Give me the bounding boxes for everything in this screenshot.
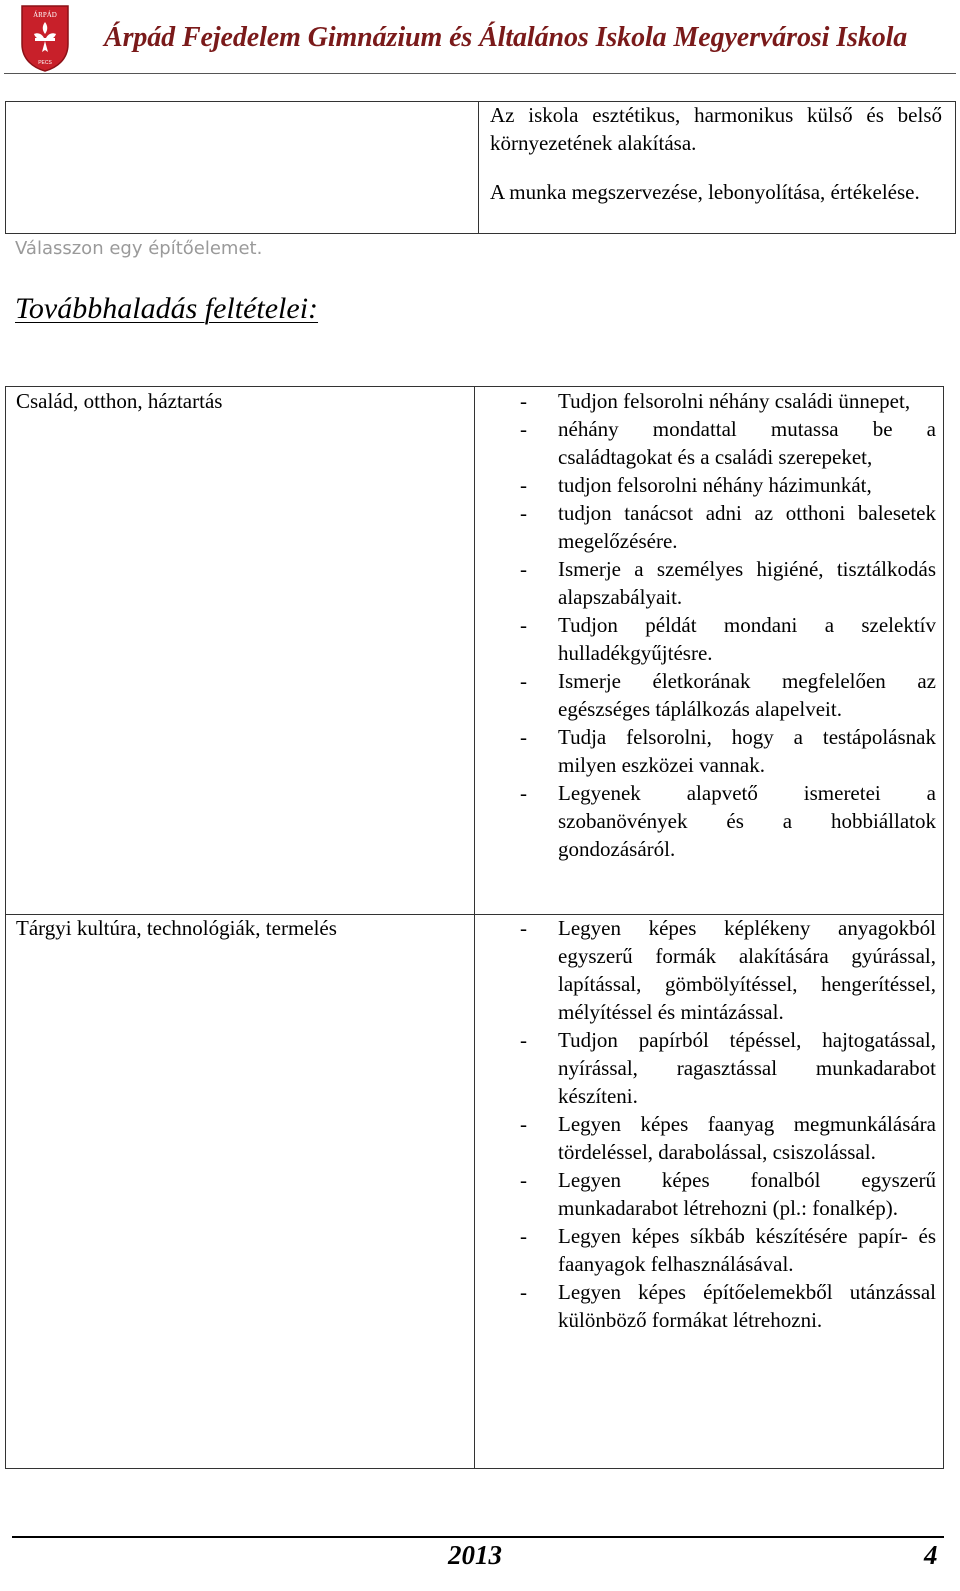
building-block-placeholder[interactable]: Válasszon egy építőelemet.	[15, 238, 263, 259]
list-item: - Legyen képes faanyag megmunkálására tördeléssel, darabolással, csiszolással.	[520, 1112, 936, 1164]
section-heading: Továbbhaladás feltételei:	[15, 292, 319, 325]
svg-text:PECS: PECS	[38, 60, 52, 66]
table-column-divider	[478, 102, 479, 233]
footer-year: 2013	[448, 1540, 502, 1570]
list-item: - Ismerje a személyes higiéné, tisztálkodás alapszabályait.	[520, 557, 936, 609]
list-item: - Legyen képes képlékeny anyagokból egyszerű formák alakítására gyúrással, lapítással, gömbölyítéssel, hengerítéssel, mélyítéssel és mintázással.	[520, 916, 936, 1024]
list-item: - Tudjon példát mondani a szelektív hulladékgyűjtésre.	[520, 613, 936, 665]
list-item: - Tudjon papírból tépéssel, hajtogatással, nyírással, ragasztással munkadarabot készíteni.	[520, 1028, 936, 1108]
list-item: - Tudjon felsorolni néhány családi ünnepet,	[520, 389, 911, 413]
requirements-table	[5, 386, 944, 1469]
table-column-divider	[474, 387, 475, 1468]
list-item: - tudjon felsorolni néhány házimunkát,	[520, 473, 872, 497]
footer-divider	[12, 1536, 944, 1538]
school-name-title: Árpád Fejedelem Gimnázium és Általános Iskola Megyervárosi Iskola	[104, 22, 908, 53]
header-divider	[4, 73, 956, 74]
list-item: - Tudja felsorolni, hogy a testápolásnak milyen eszközei vannak.	[520, 725, 936, 777]
goal-paragraph: Az iskola esztétikus, harmonikus külső és belső környezetének alakítása.	[490, 103, 942, 155]
list-item: - tudjon tanácsot adni az otthoni balesetek megelőzésére.	[520, 501, 936, 553]
list-item: - Legyen képes síkbáb készítésére papír- és faanyagok felhasználásával.	[520, 1224, 936, 1276]
list-item: - néhány mondattal mutassa be a családtagokat és a családi szerepeket,	[520, 417, 936, 469]
topic-label-family: Család, otthon, háztartás	[16, 389, 223, 413]
svg-text:ÁRPÁD: ÁRPÁD	[33, 11, 57, 19]
page-number: 4	[924, 1540, 938, 1570]
list-item: - Legyenek alapvető ismeretei a szobanövények és a hobbiállatok gondozásáról.	[520, 781, 936, 861]
requirements-list-material-culture	[520, 914, 936, 1334]
list-item: - Ismerje életkorának megfelelően az egészséges táplálkozás alapelveit.	[520, 669, 936, 721]
page-header	[0, 0, 960, 76]
list-item: - Legyen képes építőelemekből utánzással különböző formákat létrehozni.	[520, 1280, 936, 1332]
list-item: - Legyen képes fonalból egyszerű munkadarabot létrehozni (pl.: fonalkép).	[520, 1168, 936, 1220]
topic-label-material-culture: Tárgyi kultúra, technológiák, termelés	[16, 916, 337, 940]
requirements-list-family	[520, 387, 936, 863]
goal-paragraph: A munka megszervezése, lebonyolítása, értékelése.	[490, 180, 920, 204]
school-crest-logo	[20, 4, 70, 72]
